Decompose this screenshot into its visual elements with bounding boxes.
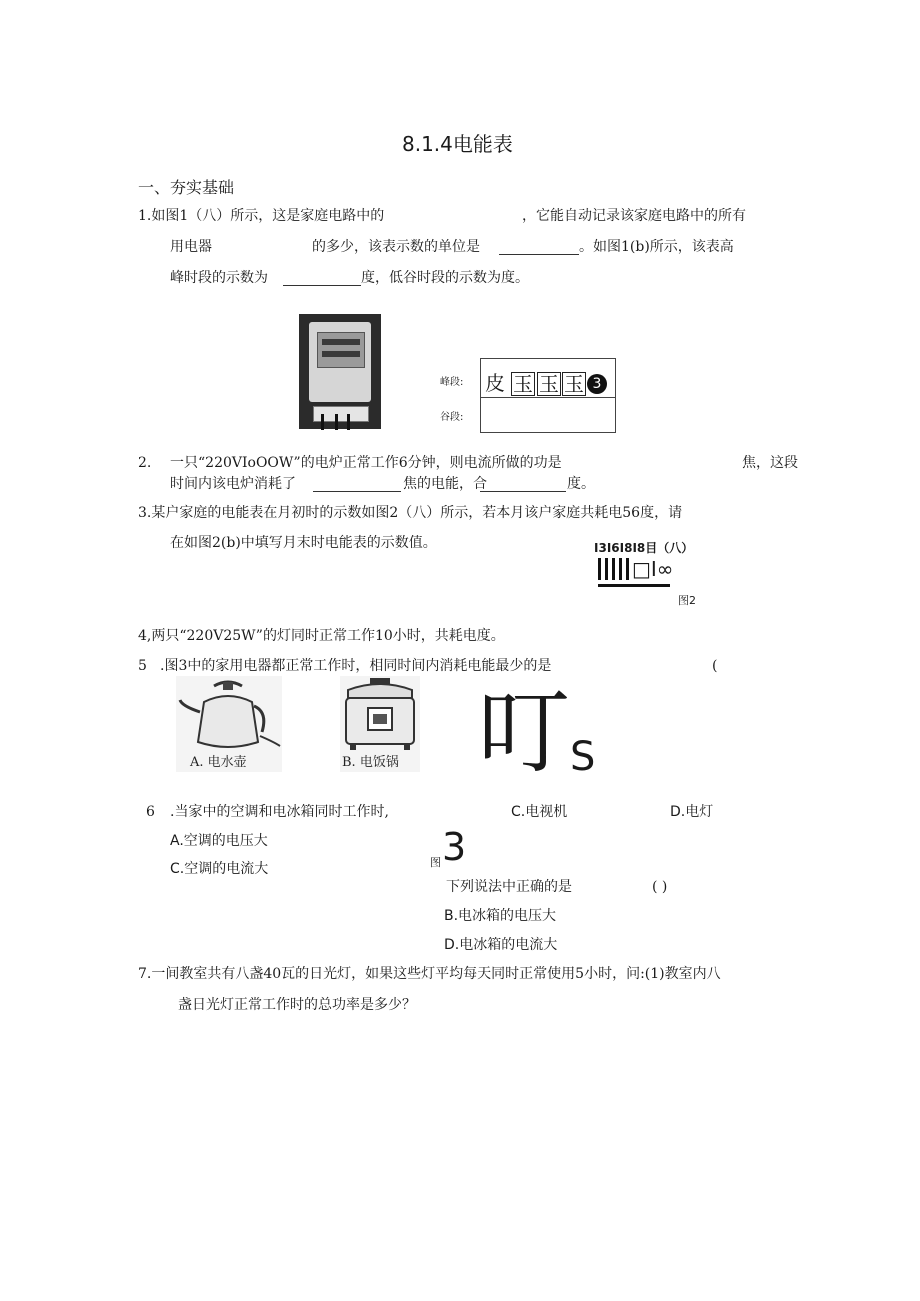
q2-line1b: 焦，这段 — [742, 455, 798, 471]
q3-line2: 在如图2(b)中填写月末时电能表的示数值。 — [170, 535, 437, 551]
meter-counter-2 — [322, 351, 360, 357]
fig3-option-c: C.电视机 — [511, 804, 568, 820]
fig3-option-d: D.电灯 — [670, 804, 714, 820]
readout-digit-3: 玉 — [539, 372, 559, 396]
q2-line2a: 时间内该电炉消耗了 — [170, 476, 296, 492]
q2-line2c: 度。 — [567, 476, 595, 492]
valley-label: 谷段: — [440, 412, 464, 423]
kettle-caption: A. 电水壶 — [190, 755, 247, 770]
wire — [335, 414, 338, 430]
q6-paren: ( ) — [652, 879, 668, 895]
electric-meter-photo — [299, 314, 381, 429]
q6-stem: 下列说法中正确的是 — [446, 879, 572, 895]
readout-digit-4: 玉 — [564, 372, 584, 396]
peak-label: 峰段: — [440, 377, 464, 388]
q5-paren: ( — [712, 658, 718, 674]
q1-line2c: 。如图1(b)所示，该表高 — [579, 239, 734, 255]
q6-option-d[interactable]: D.电冰箱的电流大 — [444, 937, 558, 953]
q7-line2: 盏日光灯正常工作时的总功率是多少？ — [178, 997, 416, 1013]
meter-window — [317, 332, 365, 368]
q1-line3b: 度，低谷时段的示数为度。 — [361, 270, 529, 286]
fig3-caption-prefix: 图 — [430, 856, 441, 869]
q7-line1: 7.一间教室共有八盏40瓦的日光灯，如果这些灯平均每天同时正常使用5小时，问:(1)教室内八 — [138, 966, 721, 982]
readout-divider — [481, 397, 615, 398]
meter-counter-1 — [322, 339, 360, 345]
q4-text: 4,两只“220V25W”的灯同时正常工作10小时，共耗电度。 — [138, 628, 505, 644]
q1-line1a: 1.如图1（八）所示，这是家庭电路中的 — [138, 208, 385, 224]
q3-line1: 3.某户家庭的电能表在月初时的示数如图2（八）所示，若本月该户家庭共耗电56度，请 — [138, 505, 683, 521]
fig3-tv-glyph: 叮 — [478, 679, 571, 786]
kettle-image — [176, 676, 282, 772]
meter-body — [309, 322, 371, 402]
q6-text: .当家中的空调和电冰箱同时工作时, — [170, 804, 389, 820]
q1-blank-unit[interactable] — [499, 240, 579, 255]
fig2-bar — [619, 558, 622, 580]
q1-line2b: 的多少，该表示数的单位是 — [312, 239, 480, 255]
q5-text: .图3中的家用电器都正常工作时，相同时间内消耗电能最少的是 — [160, 658, 552, 674]
q6-option-b[interactable]: B.电冰箱的电压大 — [444, 908, 557, 924]
fig2-caption: 图2 — [678, 594, 696, 607]
q6-number: 6 — [146, 804, 155, 820]
q1-line3a: 峰时段的示数为 — [170, 270, 268, 286]
fig2-bar — [598, 558, 601, 580]
readout-digit-2: 玉 — [513, 372, 533, 396]
q2-blank-energy[interactable] — [313, 477, 401, 492]
fig2-reading: I3I6I8I8目（八） — [594, 541, 694, 555]
cooker-caption: B. 电饭锅 — [342, 755, 399, 770]
wire — [347, 414, 350, 430]
q1-blank-peak[interactable] — [283, 271, 361, 286]
q5-number: 5 — [138, 658, 147, 674]
wire — [321, 414, 324, 430]
fig2-bar — [612, 558, 615, 580]
page-title: 8.1.4电能表 — [402, 132, 513, 156]
q6-option-c[interactable]: C.空调的电流大 — [170, 861, 269, 877]
readout-digit-1: 皮 — [485, 371, 505, 395]
fig2-row2-tail: □I∞ — [632, 557, 674, 581]
fig2-baseline — [598, 584, 670, 587]
q6-option-a[interactable]: A.空调的电压大 — [170, 833, 268, 849]
section-header: 一、夯实基础 — [138, 178, 235, 197]
fig2-bar — [605, 558, 608, 580]
q2-number: 2. — [138, 455, 152, 471]
q1-line2a: 用电器 — [170, 239, 212, 255]
meter-readout-table — [480, 358, 616, 433]
q2-line2b: 焦的电能，合 — [403, 476, 487, 492]
fig3-caption-number: 3 — [442, 825, 467, 869]
q2-line1a: 一只“220VIoOOW”的电炉正常工作6分钟，则电流所做的功是 — [170, 455, 562, 471]
readout-digit-5: 3 — [587, 374, 607, 394]
q2-blank-kwh[interactable] — [480, 477, 566, 492]
fig2-bar — [626, 558, 629, 580]
q1-line1b: ，它能自动记录该家庭电路中的所有 — [522, 208, 746, 224]
rice-cooker-image — [340, 676, 420, 772]
fig3-lamp-glyph: S — [570, 734, 596, 780]
